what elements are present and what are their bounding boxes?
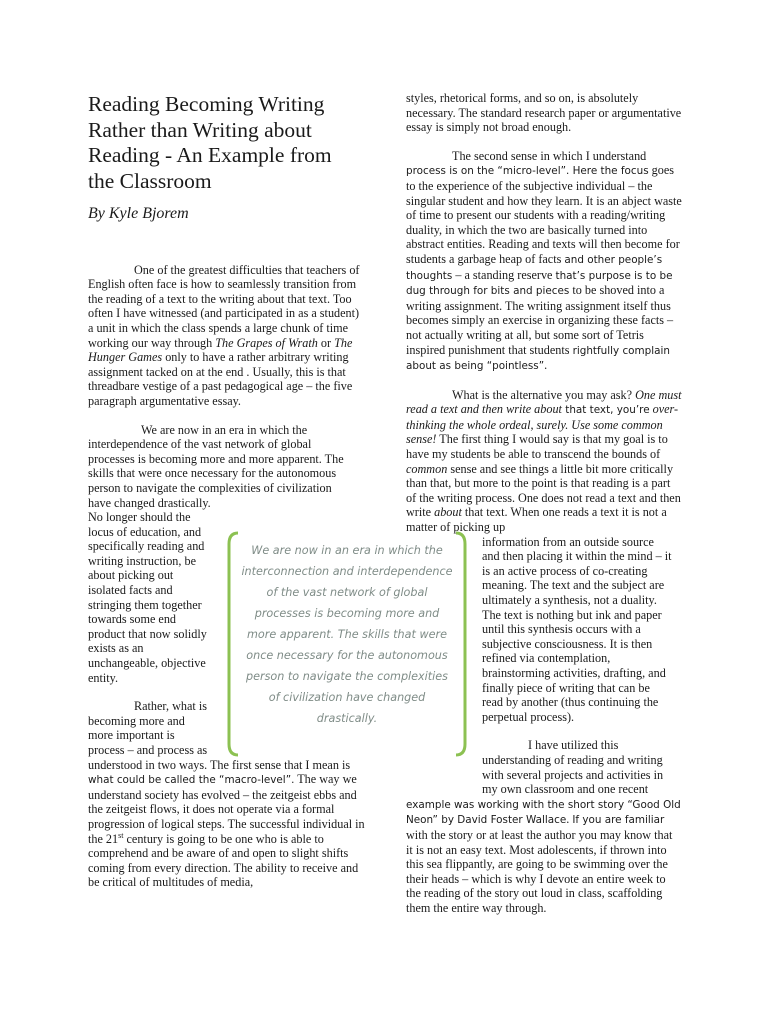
pull-quote — [226, 530, 468, 758]
paragraph-era: We are now in an era in which the interdependence of the vast network of global processes is becoming more and more apparent. The skills that were once necessary for the autonomous person to navigate the complexities of civilization have changed drastically. No longer should the locus of education, and specifically reading and writing instruction, be about picking out isolated facts and stringing them together towards some end product that now solidly exists as an unchangeable, objective entity. — [88, 422, 344, 685]
paragraph-alternative: What is the alternative you may ask? One must read a text and then write about that text, you’re over-thinking the whole ordeal, surely. Use some common sense! The first thing I would say is that my goal is to have my students be able to transcend the bounds of common sense and see things a little bit more critically than that, but more to the point is that reading is a part of the writing process. One does not read a text and then write about that text. When one reads a text it is not a matter of picking up — [406, 387, 682, 535]
left-bracket-icon — [226, 530, 240, 758]
left-column — [88, 92, 366, 890]
paragraph-process: Rather, what is becoming more and more important is process – and process as understood in two ways. The first sense that I mean is what could be called the “macro-level”. The way we understand society has evolved – the zeitgeist ebbs and the zeitgeist flows, it does not operate via a formal progression of logical steps. The successful individual in the 21st century is going to be one who is able to comprehend and be aware of and open to slight shifts coming from every direction. The ability to receive and be critical of multitudes of media, — [88, 699, 365, 890]
paragraph-alternative-wrapped: information from an outside source and then placing it within the mind – it is an active process of co-creating meaning. The text and the subject are ultimately a synthesis, not a duality. The text is nothing but ink and paper until this synthesis occurs with a subjective consciousness. It is then refined via contemplation, brainstorming activities, drafting, and finally piece of writing that can be read by another (thus continuing the perpetual process). — [482, 534, 672, 724]
author-byline: By Kyle Bjorem — [88, 205, 189, 222]
paragraph-utilized: I have utilized this understanding of reading and writing with several projects and activities in my own classroom and one recent example was working with the short story “Good Old Neon” by David Foster Wallace. If you are familiar with the story or at least the author you may know that it is not an easy text. Most adolescents, if thrown into this sea flippantly, are going to be swimming over the their heads – which is why I devote an entire week to the reading of the story out loud in class, scaffolding them the entire way through. — [406, 738, 681, 915]
pull-quote-text: We are now in an era in which the interconnection and interdependence of the vast network of global processes is becoming more and more apparent. The skills that were once necessary for the autonomous person to navigate the complexities of civilization have changed drastically. — [241, 544, 453, 725]
paragraph-intro: One of the greatest difficulties that teachers of English often face is how to seamlessly transition from the reading of a text to the writing about that text. Too often I have witnessed (and participated in as a student) a unit in which the class spends a large chunk of time working our way through The Grapes of Wrath or The Hunger Games only to have a rather arbitrary writing assignment tacked on at the end . Usually, this is that threadbare vestige of a past pedagogical age – the five paragraph argumentative essay. — [88, 262, 360, 408]
paragraph-continued: styles, rhetorical forms, and so on, is absolutely necessary. The standard research paper or argumentative essay is simply not broad enough. — [406, 91, 682, 135]
paragraph-micro-level: The second sense in which I understand process is on the “micro-level”. Here the focus goes to the experience of the subjective individual – the singular student and how they learn. It is an abject waste of time to present our students with a reading/writing duality, in which the two are basically turned into abstract entities. Reading and texts will then become for students a garbage heap of facts and other people’s thoughts – a standing reserve that’s purpose is to be dug through for bits and pieces to be shoved into a writing assignment. The writing assignment itself thus becomes simply an exercise in organizing these facts – not actually writing at all, but some sort of Tetris inspired punishment that students rightfully complain about as being “pointless”. — [406, 148, 682, 373]
right-bracket-icon — [454, 530, 468, 758]
right-column — [406, 91, 682, 915]
article-title: Reading Becoming Writing Rather than Writing about Reading - An Example from the Classroom — [88, 92, 332, 193]
